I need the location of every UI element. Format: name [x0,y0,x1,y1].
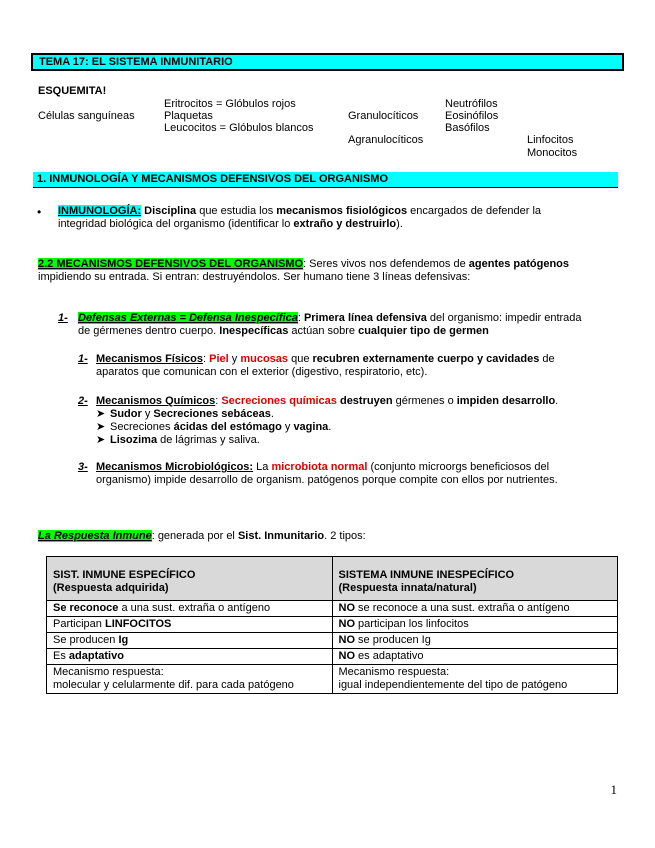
quimicos-item2-text: Secreciones [110,421,174,433]
cell-bold: NO [338,650,355,662]
table-cell [47,649,333,665]
defensas-paragraph [78,312,618,338]
fisicos-bold-recubren: recubren externamente cuerpo y cavidades [312,353,540,365]
fisicos-red-piel: Piel [209,353,229,365]
def-text-4: ). [396,218,403,230]
plaquetas-label: Plaquetas [164,110,213,122]
defensas-text-3: de gérmenes dentro cuerpo. [78,325,220,337]
table-header-cell [332,557,618,601]
arrow-icon: ➤ [96,421,106,433]
def-bold-mecanismos: mecanismos fisiológicos [276,205,408,217]
defensas-number: 1- [58,312,68,324]
defensas-text-1: : [297,312,304,324]
leucocitos-label: Leucocitos = Glóbulos blancos [164,122,314,134]
fisicos-text-3: que [288,353,313,365]
fisicos-text-5: aparatos que comunican con el exterior (digestivo, respiratorio, etc). [96,366,428,378]
cell-text: participan los linfocitos [355,618,469,630]
section22-paragraph [38,258,618,284]
quimicos-text-1: : [215,395,222,407]
respuesta-text-2: . 2 tipos: [324,530,366,542]
table-row [47,601,618,617]
cell-text: Mecanismo respuesta: [338,666,450,678]
fisicos-text-1: : [203,353,210,365]
table-cell [332,617,618,633]
quimicos-item1-sudor: Sudor [110,408,142,420]
cell-bold: Se reconoce [53,602,119,614]
quimicos-text-4: . [555,395,559,407]
microbiologicos-paragraph [96,461,618,487]
quimicos-item2-end: . [328,421,332,433]
quimicos-item1-text: y [141,408,154,420]
page-number: 1 [610,782,617,797]
quimicos-item2-acidas: ácidas del estómago [173,421,282,433]
eosinofilos-label: Eosinófilos [445,110,499,122]
def-text-2: encargados de defender la [407,205,542,217]
quimicos-paragraph [96,395,618,447]
quimicos-item3-text: de lágrimas y saliva. [157,434,260,446]
def-text-1: que estudia los [196,205,277,217]
celulas-label: Células sanguíneas [38,110,135,122]
table-row [47,633,618,649]
table-cell [47,617,333,633]
quimicos-title: Mecanismos Químicos [96,395,216,407]
quimicos-item2-text2: y [281,421,294,433]
respuesta-text-1: : generada por el [151,530,238,542]
arrow-icon: ➤ [96,408,106,420]
cell-bold: NO [338,602,355,614]
quimicos-bold-destruyen: destruyen [339,395,393,407]
def-bold-disciplina: Disciplina [144,205,197,217]
defensas-bold-inespecificas: Inespecíficas [219,325,289,337]
table-row [47,665,618,694]
esquema-heading: ESQUEMITA! [38,85,107,97]
linfocitos-label: Linfocitos [527,134,574,146]
respuesta-bold-sist: Sist. Inmunitario [237,530,325,542]
quimicos-item1-end: . [270,408,274,420]
cell-text: igual independientemente del tipo de patógeno [338,679,568,691]
fisicos-red-mucosas: mucosas [240,353,289,365]
table-cell [47,601,333,617]
def-text-3: integridad biológica del organismo (identificar lo [58,218,294,230]
cell-text: Mecanismo respuesta: [53,666,164,678]
quimicos-text-3: gérmenes o [392,395,457,407]
inmunologia-term: INMUNOLOGÍA: [58,205,142,217]
section22-bold-agentes: agentes patógenos [468,258,570,270]
cell-bold: NO [338,618,355,630]
fisicos-paragraph [96,353,618,379]
microbiologicos-title: Mecanismos Microbiológicos: [96,461,254,473]
fisicos-title: Mecanismos Físicos [96,353,203,365]
fisicos-text-4: de [539,353,555,365]
section1-heading: 1. INMUNOLOGÍA Y MECANISMOS DEFENSIVOS DEL ORGANISMO [37,173,389,185]
granulociticos-label: Granulocíticos [348,110,419,122]
cell-text: Es [53,650,69,662]
table-cell [332,665,618,694]
section1-heading-bar [33,172,618,188]
microbiologicos-red-microbiota: microbiota normal [271,461,368,473]
cell-text: molecular y celularmente dif. para cada patógeno [53,679,294,691]
table-row [47,617,618,633]
eritrocitos-label: Eritrocitos = Glóbulos rojos [164,98,296,110]
table-header-row [47,557,618,601]
table-cell [47,665,333,694]
page-title: TEMA 17: EL SISTEMA INMUNITARIO [39,56,233,68]
table-cell [332,633,618,649]
header-inespecifico: SISTEMA INMUNE INESPECÍFICO [338,569,515,581]
cell-text: Participan [53,618,105,630]
quimicos-bold-impiden: impiden desarrollo [456,395,556,407]
respuesta-paragraph [38,530,618,543]
microbiologicos-number: 3- [78,461,88,473]
quimicos-item1-sebaceas: Secreciones sebáceas [153,408,271,420]
neutrofilos-label: Neutrófilos [445,98,498,110]
cell-bold: NO [338,634,355,646]
table-cell [332,601,618,617]
defensas-text-2: del organismo: impedir entrada [426,312,582,324]
section22-text-1: : Seres vivos nos defendemos de [303,258,469,270]
monocitos-label: Monocitos [527,147,578,159]
section22-text-2: impidiendo su entrada. Si entran: destruyéndolos. Ser humano tiene 3 líneas defensivas: [38,271,471,283]
defensas-title: Defensas Externas = Defensa Inespecífica [78,312,298,324]
cell-text: es adaptativo [355,650,424,662]
def-bold-extrano: extraño y destruirlo [293,218,397,230]
respuesta-title: La Respuesta Inmune [38,530,152,542]
header-especifico: SIST. INMUNE ESPECÍFICO [53,569,196,581]
cell-bold: adaptativo [68,650,124,662]
cell-text: a una sust. extraña o antígeno [118,602,271,614]
arrow-icon: ➤ [96,434,106,446]
table-cell [332,649,618,665]
microbiologicos-text-3: organismo) impide desarrollo de organism. patógenos porque compite con ellos por nutrientes. [96,474,558,486]
agranulociticos-label: Agranulocíticos [348,134,424,146]
header-especifico-sub: (Respuesta adquirida) [53,582,169,594]
table-header-cell [47,557,333,601]
microbiologicos-text-1: La [253,461,272,473]
defensas-bold-cualquier: cualquier tipo de germen [358,325,489,337]
defensas-bold-primera: Primera línea defensiva [303,312,427,324]
table-cell [47,633,333,649]
cell-bold: Ig [118,634,129,646]
header-inespecifico-sub: (Respuesta innata/natural) [338,582,477,594]
cell-bold: LINFOCITOS [104,618,172,630]
basofilos-label: Basófilos [445,122,490,134]
table-row [47,649,618,665]
title-bar [31,53,624,71]
quimicos-item3-lisozima: Lisozima [110,434,158,446]
cell-text: se reconoce a una sust. extraña o antígeno [355,602,570,614]
cell-text: se producen Ig [355,634,431,646]
cell-text: Se producen [53,634,119,646]
microbiologicos-text-2: (conjunto microorgs beneficiosos del [367,461,550,473]
fisicos-text-2: y [228,353,241,365]
section22-heading: 2.2 MECANISMOS DEFENSIVOS DEL ORGANISMO [38,258,304,270]
defensas-text-4: actúan sobre [288,325,359,337]
comparison-table [46,556,618,694]
bullet: • [37,205,42,219]
quimicos-red-secreciones: Secreciones químicas [221,395,337,407]
quimicos-number: 2- [78,395,88,407]
quimicos-item2-vagina: vagina [293,421,329,433]
inmunologia-paragraph [58,205,618,231]
fisicos-number: 1- [78,353,88,365]
